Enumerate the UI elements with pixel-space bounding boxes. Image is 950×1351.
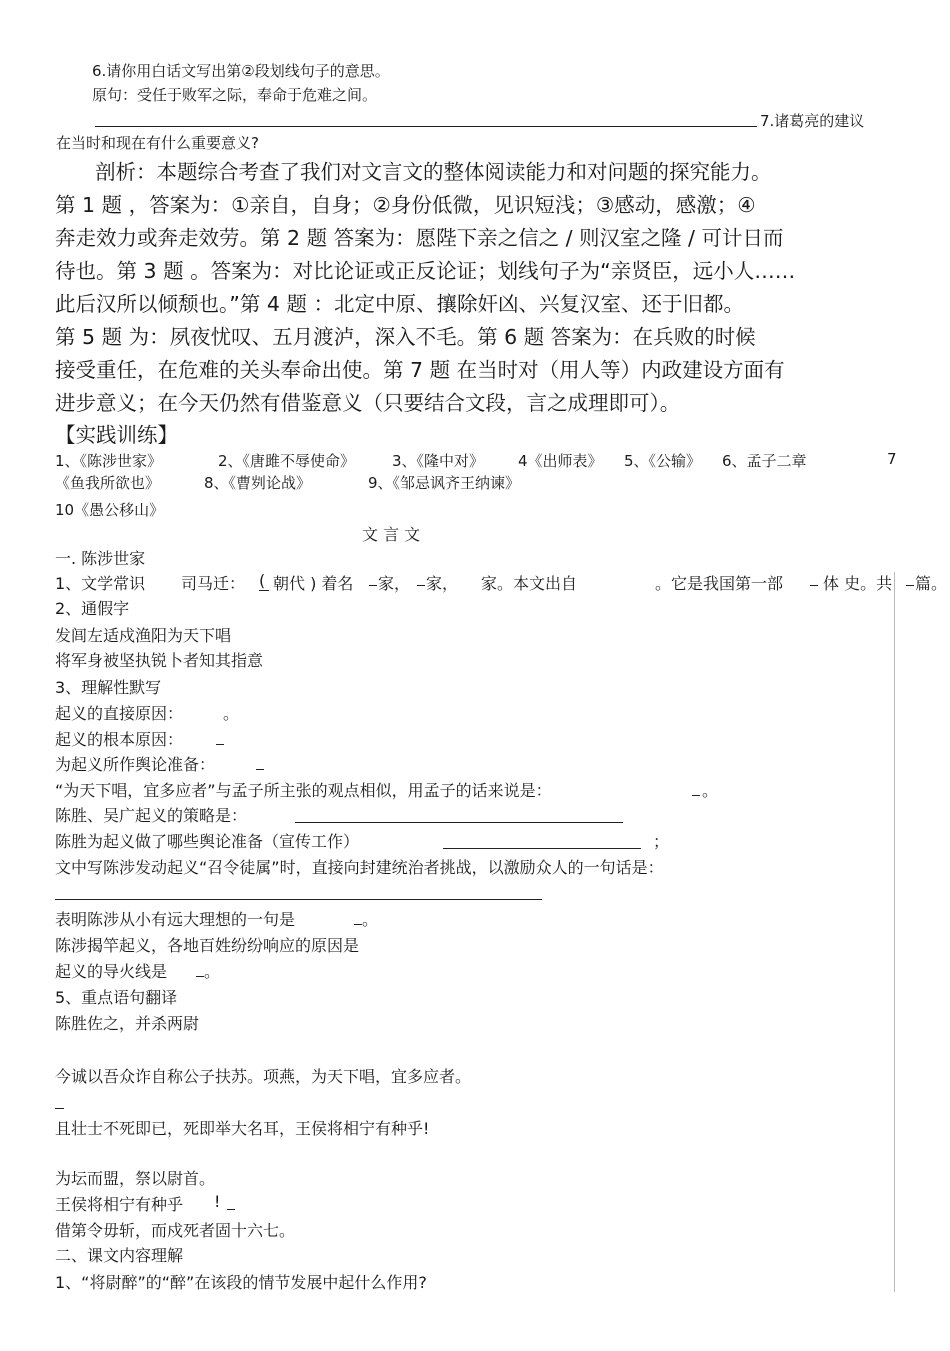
moxie-10: 起义的导火线是 bbox=[55, 962, 168, 981]
translation-5-end: ! bbox=[214, 1192, 221, 1211]
moxie-5: 陈胜、吴广起义的策略是： bbox=[55, 806, 248, 825]
practice-item-1: 1、《陈涉世家》 bbox=[55, 452, 163, 470]
moxie-9: 陈涉揭竿起义，各地百姓纷纷响应的原因是 bbox=[55, 936, 360, 955]
analysis-line-8: 进步意义；在今天仍然有借鉴意义（只要结合文段，言之成理即可）。 bbox=[55, 391, 681, 415]
lit-jia-2: 家， bbox=[426, 574, 459, 593]
tongjia-line-1: 发闾左适戍渔阳为天下唱 bbox=[55, 626, 232, 645]
question-6: 6.请你用白话文写出第②段划线句子的意思。 bbox=[92, 62, 390, 80]
analysis-line-4: 待也。第 3 题 。答案为：对比论证或正反论证；划线句子为“亲贤臣，远小人…… bbox=[55, 259, 796, 283]
analysis-line-3: 奔走效力或奔走效劳。第 2 题 答案为：愿陛下亲之信之 / 则汉室之隆 / 可计日而 bbox=[55, 226, 784, 250]
moxie-10-end: 。 bbox=[204, 962, 221, 981]
analysis-line-6: 第 5 题 为：夙夜忧叹、五月渡泸，深入不毛。第 6 题 答案为：在兵败的时候 bbox=[55, 325, 756, 349]
practice-item-3: 3、《隆中对》 bbox=[392, 452, 485, 470]
tongjia-title: 2、通假字 bbox=[55, 599, 130, 618]
translation-6: 借第令毋斩，而戍死者固十六七。 bbox=[55, 1221, 296, 1240]
moxie-3: 为起义所作舆论准备： bbox=[55, 755, 216, 774]
answer-line-q6 bbox=[95, 126, 757, 127]
translation-1: 陈胜佐之，并杀两尉 bbox=[55, 1014, 200, 1033]
blank-3[interactable] bbox=[810, 571, 818, 586]
moxie-4-end: 。 bbox=[702, 781, 719, 800]
lit-genre: 体 史。共 bbox=[823, 574, 893, 593]
original-sentence: 原句：受任于败军之际，奉命于危难之间。 bbox=[92, 86, 378, 104]
section-2-title: 二、课文内容理解 bbox=[55, 1246, 184, 1265]
translation-title: 5、重点语句翻译 bbox=[55, 988, 178, 1007]
moxie-title: 3、理解性默写 bbox=[55, 678, 162, 697]
moxie-1-end: 。 bbox=[223, 704, 240, 723]
translation-4: 为坛而盟，祭以尉首。 bbox=[55, 1169, 216, 1188]
moxie-7: 文中写陈涉发动起义“召令徒属”时，直接向封建统治者挑战，以激励众人的一句话是： bbox=[55, 858, 664, 877]
blank-moxie-5[interactable] bbox=[295, 822, 623, 823]
translation-5: 王侯将相宁有种乎 bbox=[55, 1195, 184, 1214]
practice-item-6: 6、孟子二章 bbox=[722, 452, 807, 470]
moxie-2: 起义的根本原因： bbox=[55, 730, 184, 749]
blank-2[interactable] bbox=[417, 571, 425, 586]
practice-item-10: 10《愚公移山》 bbox=[55, 501, 165, 519]
moxie-8-end: 。 bbox=[362, 910, 379, 929]
lit-chapters: 篇。 bbox=[915, 574, 948, 593]
lit-dynasty: 朝代 ) 着名 bbox=[273, 574, 354, 593]
analysis-line-7: 接受重任，在危难的关头奉命出使。第 7 题 在当时对（用人等）内政建设方面有 bbox=[55, 358, 785, 382]
practice-item-7: 《鱼我所欲也》 bbox=[55, 474, 161, 492]
practice-item-2: 2、《唐雎不辱使命》 bbox=[218, 452, 356, 470]
tongjia-line-2: 将军身被坚执锐卜者知其指意 bbox=[55, 651, 264, 670]
blank-moxie-7[interactable] bbox=[55, 899, 542, 900]
blank-moxie-2[interactable] bbox=[216, 744, 224, 745]
blank-1[interactable] bbox=[369, 571, 377, 586]
moxie-4: “为天下唱，宜多应者”与孟子所主张的观点相似，用孟子的话来说是： bbox=[55, 781, 552, 800]
right-margin-rule bbox=[894, 572, 895, 1292]
analysis-line-5: 此后汉所以倾颓也。”第 4 题 ：北定中原、攘除奸凶、兴复汉室、还于旧都。 bbox=[55, 292, 744, 316]
lit-dynasty-paren: ( bbox=[259, 571, 269, 591]
blank-moxie-8[interactable] bbox=[354, 924, 362, 925]
blank-moxie-6[interactable] bbox=[443, 848, 641, 849]
moxie-1: 起义的直接原因： bbox=[55, 704, 184, 723]
practice-item-9: 9、《邹忌讽齐王纳谏》 bbox=[368, 474, 521, 492]
section-2-question-1: 1、“将尉醉”的“醉”在该段的情节发展中起什么作用? bbox=[55, 1273, 427, 1292]
lit-author: 司马迁： bbox=[181, 574, 246, 593]
practice-item-7-number: 7 bbox=[887, 450, 897, 468]
lit-first: 。它是我国第一部 bbox=[655, 574, 784, 593]
question-7: 7.诸葛亮的建议 bbox=[760, 112, 865, 130]
analysis-line-2: 第 1 题 ，答案为：①亲自，自身；②身份低微，见识短浅；③感动，感激；④ bbox=[55, 193, 756, 217]
translation-2: 今诚以吾众诈自称公子扶苏。项燕，为天下唱，宜多应者。 bbox=[55, 1067, 472, 1086]
moxie-8: 表明陈涉从小有远大理想的一句是 bbox=[55, 910, 296, 929]
blank-moxie-3[interactable] bbox=[256, 769, 264, 770]
blank-translation-5[interactable] bbox=[227, 1209, 235, 1210]
section-1-title: 一. 陈涉世家 bbox=[55, 549, 146, 568]
moxie-6: 陈胜为起义做了哪些舆论准备（宣传工作） bbox=[55, 832, 360, 851]
practice-heading: 【实践训练】 bbox=[55, 423, 178, 447]
literary-knowledge-line bbox=[55, 571, 948, 593]
blank-translation-2[interactable] bbox=[55, 1108, 64, 1109]
practice-item-8: 8、《曹刿论战》 bbox=[204, 474, 312, 492]
analysis-line-1: 剖析：本题综合考查了我们对文言文的整体阅读能力和对问题的探究能力。 bbox=[95, 160, 772, 184]
question-7-continued: 在当时和现在有什么重要意义? bbox=[56, 134, 259, 152]
lit-label: 1、文学常识 bbox=[55, 574, 146, 593]
blank-moxie-10[interactable] bbox=[196, 976, 204, 977]
practice-item-5: 5、《公输》 bbox=[624, 452, 702, 470]
moxie-6-end: ； bbox=[653, 832, 670, 851]
section-title: 文 言 文 bbox=[362, 525, 421, 544]
lit-jia-1: 家， bbox=[378, 574, 411, 593]
practice-item-4: 4《出师表》 bbox=[518, 452, 603, 470]
blank-moxie-4[interactable] bbox=[692, 795, 700, 796]
translation-3: 且壮士不死即已，死即举大名耳，王侯将相宁有种乎! bbox=[55, 1119, 430, 1138]
lit-source: 家。本文出自 bbox=[481, 574, 578, 593]
blank-4[interactable] bbox=[906, 571, 914, 586]
